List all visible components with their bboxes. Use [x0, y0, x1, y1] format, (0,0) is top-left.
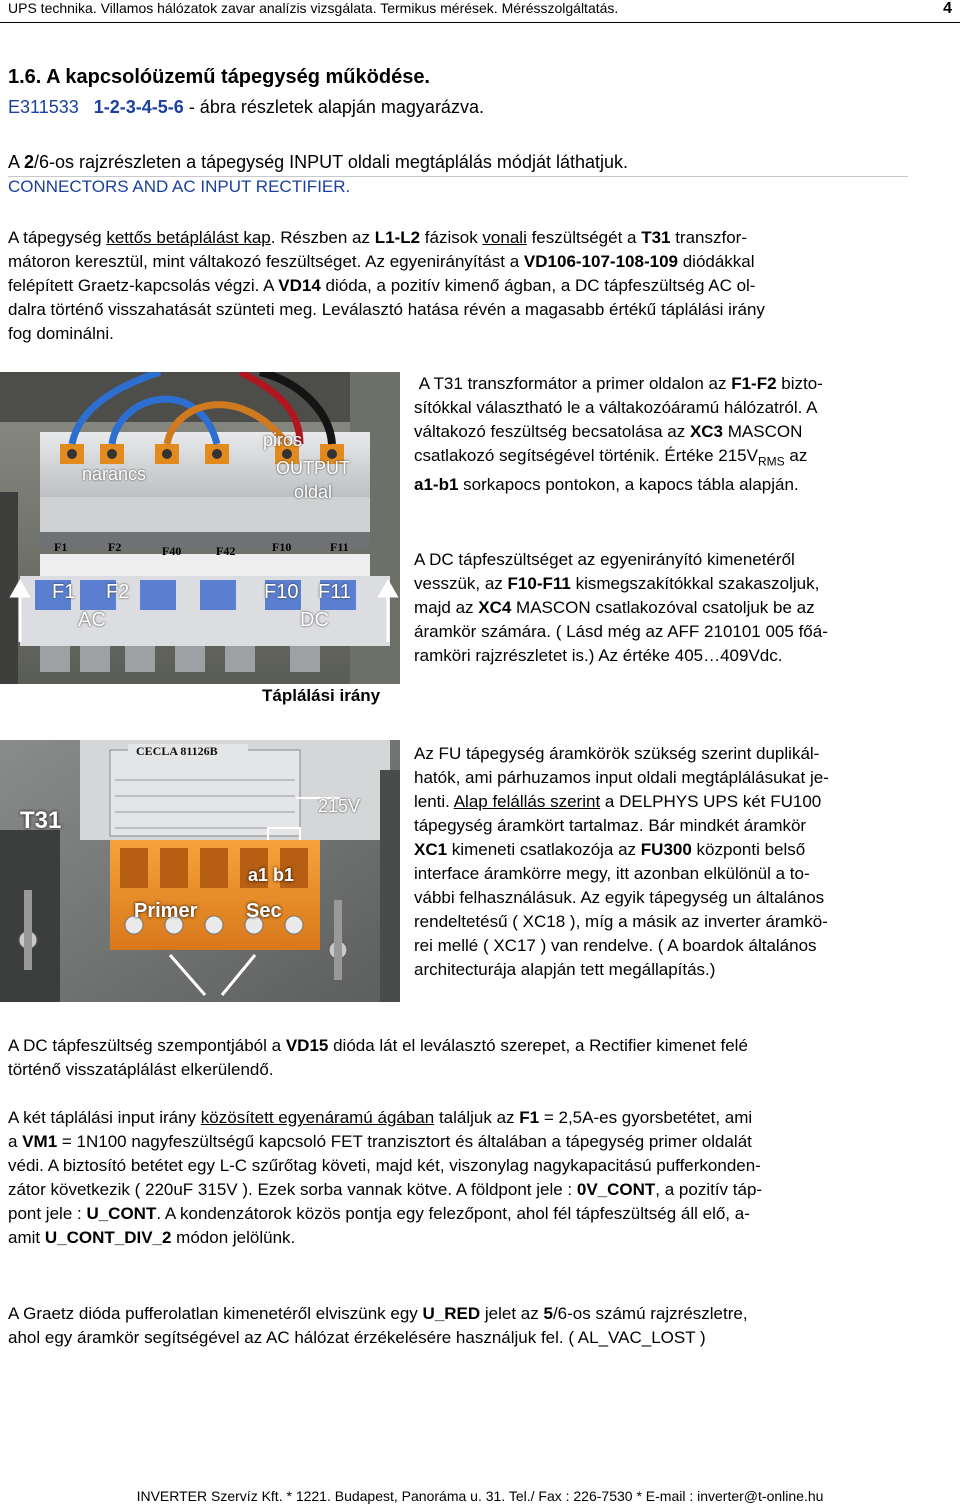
label-a1b1: a1 b1	[248, 865, 295, 885]
fuse-label-f2: F2	[108, 540, 122, 554]
label-215v: 215V	[318, 796, 361, 816]
section-heading: 1.6. A kapcsolóüzemű tápegység működése.	[8, 66, 430, 88]
label-f2: F2	[106, 581, 130, 603]
caption-tapalasi-irany: Táplálási irány	[262, 686, 381, 705]
intro-line2: CONNECTORS AND AC INPUT RECTIFIER.	[8, 177, 351, 196]
fuse-label-f11: F11	[330, 540, 349, 554]
fuse-label-f40: F40	[162, 544, 182, 558]
label-ac: AC	[78, 609, 106, 631]
plate-title: CECLA 81126B	[136, 744, 218, 758]
label-narancs: narancs	[82, 464, 147, 484]
breaker-photo	[0, 372, 400, 684]
paragraph-2: A DC tápfeszültség szempontjából a VD15 dióda lát el leválasztó szerepet, a Rectifier kimenet felé történő visszatáplálást elkerülendő.	[8, 1036, 748, 1079]
paragraph-4: A Graetz dióda pufferolatlan kimenetéről elviszünk egy U_RED jelet az 5/6-os számú rajzrészletre, ahol egy áramkör segítségével az AC hálózat érzékelésére használjuk fel. ( AL_VAC_LOST )	[8, 1304, 748, 1347]
label-f1: F1	[52, 581, 76, 603]
intro-line1: A 2/6-os rajzrészleten a tápegység INPUT oldali megtáplálás módját láthatjuk.	[8, 152, 629, 172]
fuse-label-f42: F42	[216, 544, 236, 558]
page-header	[4, 0, 956, 22]
paragraph-3: A két táplálási input irány közösített egyenáramú ágában találjuk az F1 = 2,5A-es gyorsbetétet, ami a VM1 = 1N100 nagyfeszültségű kapcsoló FET tranzisztort és általában a tápegység primer oldalát védi. A biztosító betétet egy L-C szűrőtag követi, majd két, viszonylag nagykapacitású pufferkonden- zátor következik ( 220uF 315V ). Ezek sorba vannak kötve. A földpont jele : 0V_CONT, a pozitív táp- pont jele : U_CONT. A kondenzátorok közös pontja egy felezőpont, ahol fél tápfeszültség áll elő, a- amit U_CONT_DIV_2 módon jelölünk.	[8, 1108, 763, 1247]
label-primer: Primer	[134, 900, 198, 922]
label-output: OUTPUT	[276, 458, 350, 478]
right-text-1: A T31 transzformátor a primer oldalon az F1-F2 bizto- sítókkal választható le a váltakozóáramú hálózatról. A váltakozó feszültség becsatolása az XC3 MASCON csatlakozó segítségével történik. Értéke $215V_{RMS}$ az a1-b1 sorkapocs pontokon, a kapocs tábla alapján.	[414, 374, 823, 495]
fuse-label-f10: F10	[272, 540, 292, 554]
label-sec: Sec	[246, 900, 282, 922]
transformer-photo	[0, 740, 400, 1002]
label-oldal: oldal	[294, 482, 333, 502]
paragraph-1: A tápegység kettős betáplálást kap. Részben az L1-L2 fázisok vonali feszültségét a T31 transzfor- mátoron keresztül, mint váltakozó feszültséget. Az egyenirányítást a VD106-107-108-109 diódákkal felépített Graetz-kapcsolás végzi. A VD14 dióda, a pozitív kimenő ágban, a DC tápfeszültség AC ol- dalra történő visszahatását szünteti meg. Leválasztó hatása révén a magasabb értékű táplálási irány fog dominálni.	[8, 228, 765, 343]
header-divider	[0, 22, 960, 23]
section-subtitle	[8, 97, 484, 118]
transformer-photo-image	[0, 740, 400, 1002]
label-piros: piros	[263, 430, 303, 450]
right-text-3: Az FU tápegység áramkörök szükség szerint duplikál- hatók, ami párhuzamos input oldali megtáplálásukat je- lenti. Alap felállás szerint a DELPHYS UPS két FU100 tápegység áramkört tartalmaz. Bár mindkét áramkör XC1 kimeneti csatlakozója az FU300 központi belső interface áramkörre megy, itt azonban elkülönül a to- vábbi felhasználásuk. Az egyik tápegység un általános rendeltetésű ( XC18 ), míg a másik az inverter áramkö- rei mellé ( XC17 ) van rendelve. ( A boardok általános architecturája alapján tett megállapítás.)	[414, 744, 829, 979]
ref-suffix: - ábra részletek alapján magyarázva.	[188, 97, 484, 117]
label-t31: T31	[20, 807, 62, 834]
label-dc: DC	[300, 609, 329, 631]
fuse-label-f1: F1	[54, 540, 68, 554]
page-footer: INVERTER Szervíz Kft. * 1221. Budapest, Panoráma u. 31. Tel./ Fax : 226-7530 * E-mail : inverter@t-online.hu	[136, 1488, 824, 1504]
divider	[8, 176, 908, 177]
right-text-2: A DC tápfeszültséget az egyenirányító kimenetéről vesszük, az F10-F11 kismegszakítókkal szakaszoljuk, majd az XC4 MASCON csatlakozóval csatoljuk be az áramkör számára. ( Lásd még az AFF 210101 005 főá- ramköri rajzrészletet is.) Az értéke 405…409Vdc.	[414, 550, 828, 665]
figure-numbers: 1-2-3-4-5-6	[93, 97, 184, 117]
drawing-ref: E311533	[8, 97, 79, 117]
label-f11: F11	[318, 581, 351, 603]
label-f10: F10	[264, 581, 299, 603]
header-title: UPS technika. Villamos hálózatok zavar analízis vizsgálata. Termikus mérések. Mérésszolgáltatás.	[8, 0, 619, 16]
breaker-photo-image	[0, 372, 400, 684]
page-number: 4	[943, 0, 952, 17]
